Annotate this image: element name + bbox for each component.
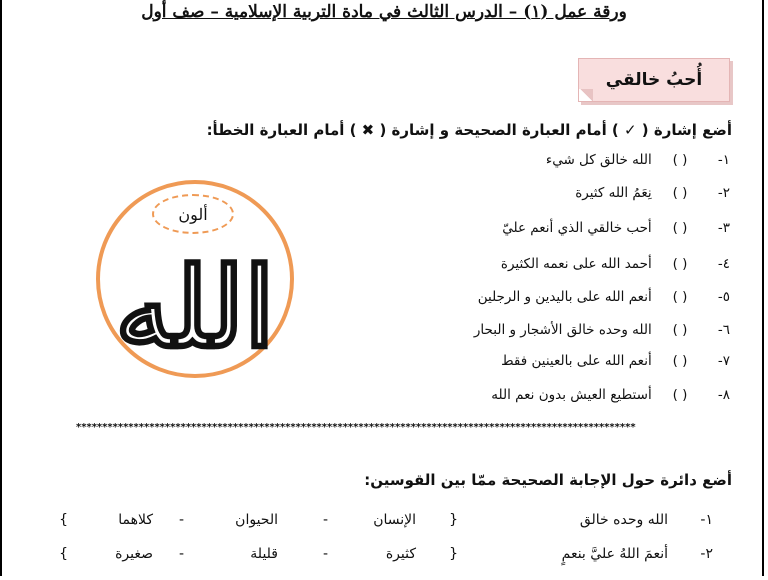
true-false-item — [501, 256, 730, 272]
option-separator: - — [322, 546, 328, 562]
answer-bracket[interactable]: ( ) — [672, 322, 688, 338]
statement-text: أنعم الله على بالعينين فقط — [501, 353, 652, 369]
true-false-item — [501, 353, 730, 369]
star-divider: *********************************************************************************************************** — [76, 422, 636, 433]
question-text: أنعمَ اللهُ عليَّ بنعمٍ — [561, 546, 668, 562]
true-false-item — [474, 322, 730, 338]
true-false-heading: أضع إشارة ( ✓ ) أمام العبارة الصحيحة و إشارة ( ✖ ) أمام العبارة الخطأ: — [206, 121, 732, 139]
answer-option[interactable]: كلاهما — [118, 512, 153, 528]
question-text: الله وحده خالق — [579, 512, 668, 528]
item-number: ٥- — [717, 289, 730, 305]
color-label-text: ألون — [178, 204, 208, 224]
answer-bracket[interactable]: ( ) — [672, 185, 688, 201]
worksheet-title: ورقة عمل (١) – الدرس الثالث في مادة التربية الإسلامية – صف أول — [141, 2, 627, 22]
statement-text: الله وحده خالق الأشجار و البحار — [473, 322, 652, 338]
item-number: ٤- — [717, 256, 730, 272]
brace-open: { — [449, 512, 458, 528]
true-false-item — [491, 387, 730, 403]
answer-bracket[interactable]: ( ) — [672, 387, 688, 403]
brace-open: { — [449, 546, 458, 562]
mc-question-row — [0, 512, 768, 536]
answer-bracket[interactable]: ( ) — [672, 353, 688, 369]
answer-bracket[interactable]: ( ) — [672, 289, 688, 305]
statement-text: أحمد الله على نعمه الكثيرة — [500, 256, 652, 272]
answer-option[interactable]: صغيرة — [115, 546, 153, 562]
multiple-choice-heading: أضع دائرة حول الإجابة الصحيحة ممّا بين القوسين: — [364, 471, 732, 489]
lesson-badge — [578, 58, 730, 102]
mc-question-row — [0, 546, 768, 570]
statement-text: نِعَمُ الله كثيرة — [575, 185, 652, 201]
lesson-badge-label: أُحبُ خالقي — [605, 70, 703, 90]
true-false-item — [478, 289, 730, 305]
question-number: ٢- — [700, 546, 713, 562]
allah-outline-calligraphy[interactable] — [100, 218, 290, 368]
true-false-item — [546, 152, 730, 168]
option-separator: - — [322, 512, 328, 528]
item-number: ١- — [717, 152, 730, 168]
brace-close: } — [59, 512, 68, 528]
option-separator: - — [178, 512, 184, 528]
item-number: ٧- — [717, 353, 730, 369]
answer-bracket[interactable]: ( ) — [672, 220, 688, 236]
answer-option[interactable]: الحيوان — [235, 512, 278, 528]
answer-bracket[interactable]: ( ) — [672, 152, 688, 168]
true-false-item — [502, 220, 730, 236]
page-curl-icon — [579, 89, 593, 101]
statement-text: أستطيع العيش بدون نعم الله — [491, 387, 652, 403]
brace-close: } — [59, 546, 68, 562]
item-number: ٨- — [717, 387, 730, 403]
item-number: ٦- — [717, 322, 730, 338]
answer-option[interactable]: الإنسان — [373, 512, 416, 528]
answer-option[interactable]: كثيرة — [385, 546, 416, 562]
statement-text: أنعم الله على باليدين و الرجلين — [477, 289, 652, 305]
statement-text: الله خالق كل شيء — [545, 152, 652, 168]
allah-outline-word: الله — [115, 243, 275, 368]
item-number: ٢- — [717, 185, 730, 201]
answer-option[interactable]: قليلة — [250, 546, 278, 562]
true-false-item — [575, 185, 730, 201]
question-number: ١- — [700, 512, 713, 528]
item-number: ٣- — [717, 220, 730, 236]
option-separator: - — [178, 546, 184, 562]
answer-bracket[interactable]: ( ) — [672, 256, 688, 272]
statement-text: أحب خالقي الذي أنعم عليّ — [502, 220, 652, 236]
